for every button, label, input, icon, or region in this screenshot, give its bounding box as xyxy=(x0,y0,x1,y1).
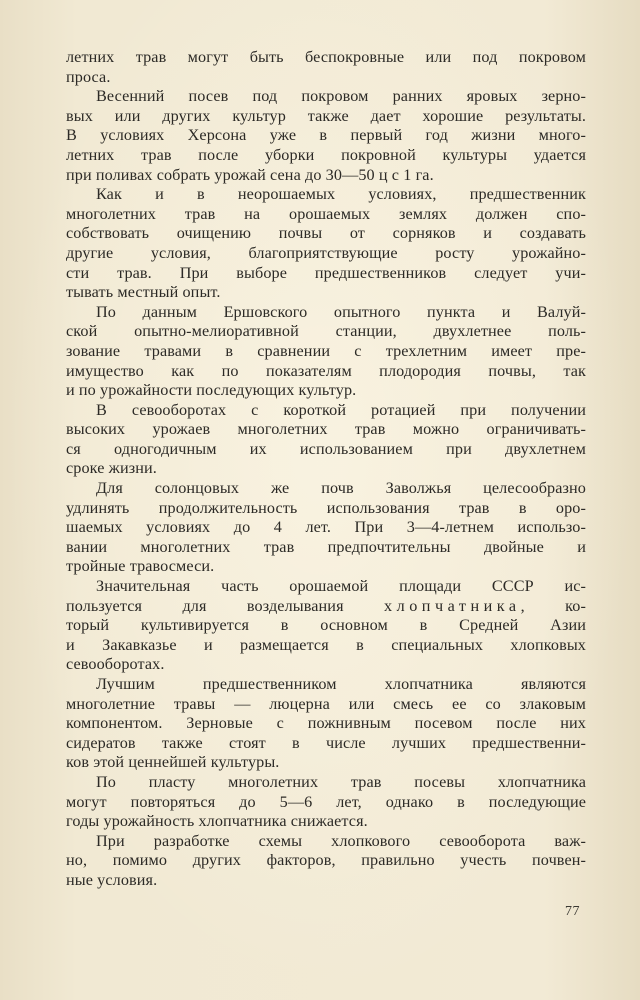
text-line: и по урожайности последующих культур. xyxy=(66,381,357,400)
text-line: при поливах собрать урожай сена до 30—50 ц с 1 га. xyxy=(66,165,434,184)
text-line: компонентом. Зерновые с пожнивным посевом после них xyxy=(66,714,586,733)
text-line: тройные травосмеси. xyxy=(66,557,215,576)
text-line: вании многолетних трав предпочтительны двойные и xyxy=(66,537,586,556)
text-line: ные условия. xyxy=(66,870,158,889)
paragraph-start: Весенний посев под покровом ранних яровых зерно- xyxy=(96,87,586,106)
text-line: проса. xyxy=(66,67,111,86)
text-line: высоких урожаев многолетних трав можно ограничивать- xyxy=(66,420,586,439)
text-line: имущество как по показателям плодородия почвы, так xyxy=(66,361,586,380)
text-line: шаемых условиях до 4 лет. При 3—4-летнем использо- xyxy=(66,518,586,537)
page-number: 77 xyxy=(565,904,580,919)
text-line: сти трав. При выборе предшественников следует учи- xyxy=(66,263,586,282)
text-line: другие условия, благоприятствующие росту урожайно- xyxy=(66,243,586,262)
text-line: ской опытно-мелиоративной станции, двухлетнее поль- xyxy=(66,322,586,341)
paragraph-start: Как и в неорошаемых условиях, предшественник xyxy=(96,185,586,204)
text-line: зование травами в сравнении с трехлетним имеет пре- xyxy=(66,341,586,360)
text-line: вых или других культур также дает хорошие результаты. xyxy=(66,106,586,125)
text-line: торый культивируется в основном в Средней Азии xyxy=(66,616,586,635)
text-line: многолетних трав на орошаемых землях должен спо- xyxy=(66,204,586,223)
text-line: ся одногодичным их использованием при двухлетнем xyxy=(66,439,586,458)
paragraph-start: В севооборотах с короткой ротацией при получении xyxy=(96,400,586,419)
text-line: годы урожайность хлопчатника снижается. xyxy=(66,812,368,831)
text-line: севооборотах. xyxy=(66,655,165,674)
text-line: собствовать очищению почвы от сорняков и создавать xyxy=(66,224,586,243)
paragraph-start: По пласту многолетних трав посевы хлопчатника xyxy=(96,772,586,791)
text-line: и Закавказье и размещается в специальных хлопковых xyxy=(66,635,586,654)
paragraph-start: Значительная часть орошаемой площади СССР ис- xyxy=(96,577,586,596)
paragraph-start: Для солонцовых же почв Заволжья целесообразно xyxy=(96,479,586,498)
text-line: многолетние травы — люцерна или смесь ее со злаковым xyxy=(66,694,586,713)
text-line: тывать местный опыт. xyxy=(66,283,221,302)
text-line: ков этой ценнейшей культуры. xyxy=(66,753,280,772)
paragraph-start: По данным Ершовского опытного пункта и Валуй- xyxy=(96,302,586,321)
text-line: В условиях Херсона уже в первый год жизни много- xyxy=(66,126,586,145)
emphasized-term: хлопчатника xyxy=(384,596,521,615)
text-segment: , ко- xyxy=(520,596,586,615)
text-line: могут повторяться до 5—6 лет, однако в последующие xyxy=(66,792,586,811)
text-line: сидератов также стоят в числе лучших предшественни- xyxy=(66,733,586,752)
paragraph-start: Лучшим предшественником хлопчатника являются xyxy=(96,675,586,693)
text-segment: пользуется для возделывания xyxy=(66,596,344,615)
paragraph-start: При разработке схемы хлопкового севооборота важ- xyxy=(96,831,586,850)
text-line: летних трав после уборки покровной культуры удается xyxy=(66,145,586,164)
body-text xyxy=(66,48,586,891)
text-line-emphasis xyxy=(66,597,586,617)
text-line: сроке жизни. xyxy=(66,459,157,478)
text-line: но, помимо других факторов, правильно учесть почвен- xyxy=(66,851,586,870)
text-line: удлинять продолжительность использования трав в оро- xyxy=(66,498,586,517)
text-line: летних трав могут быть беспокровные или под покровом xyxy=(66,48,586,66)
